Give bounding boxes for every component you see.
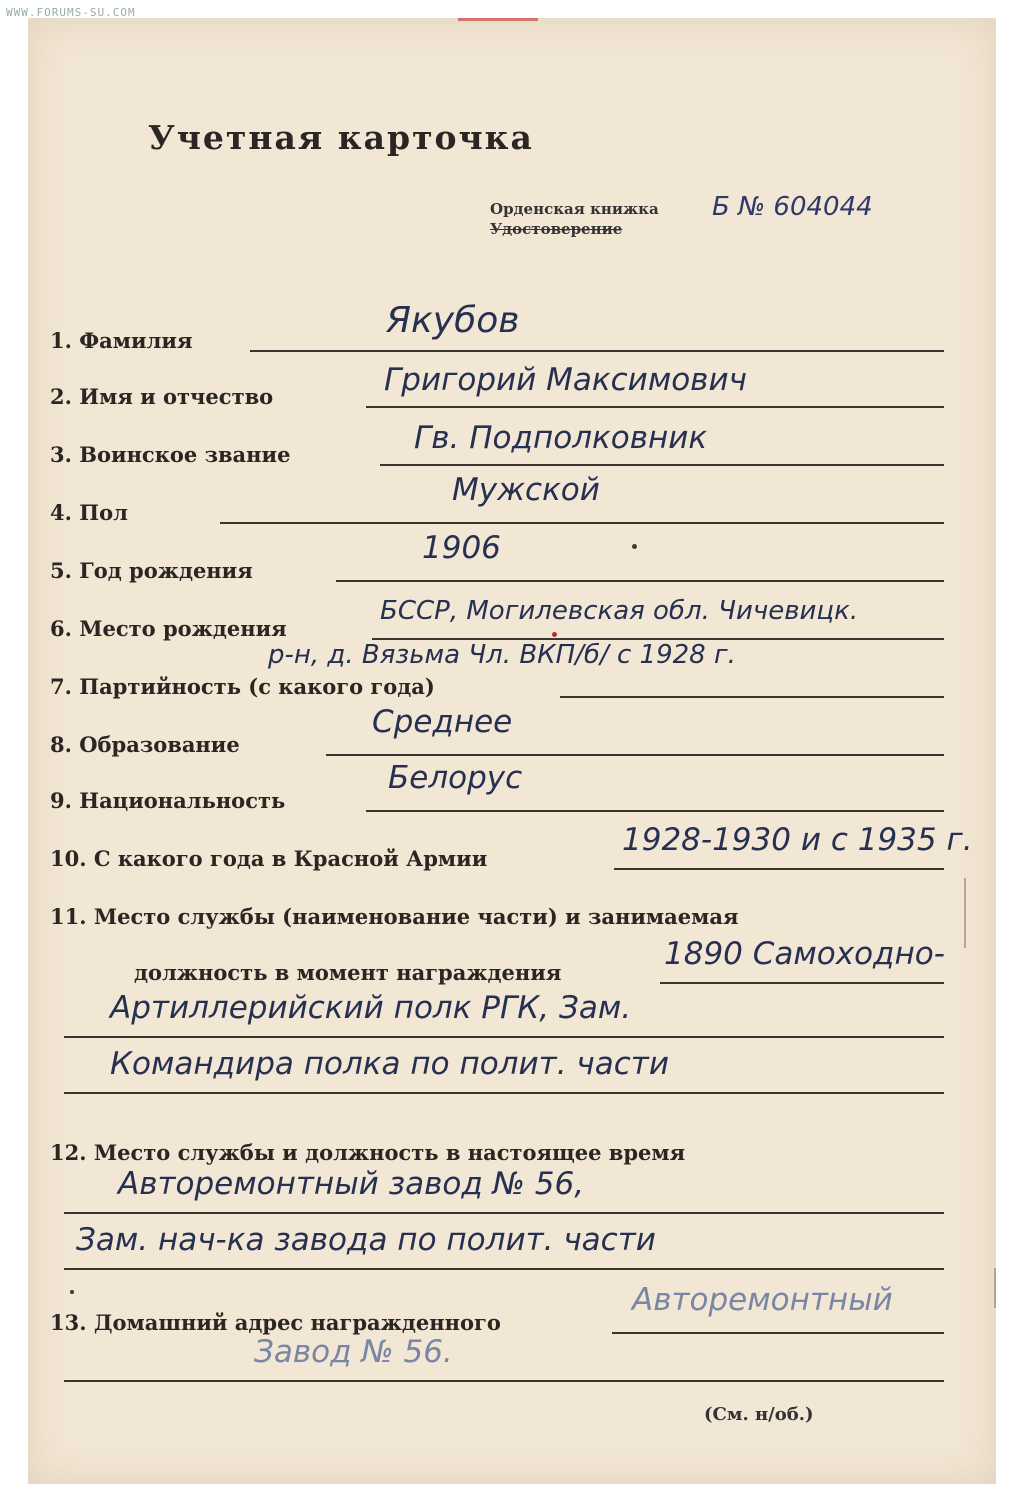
field-line	[64, 1380, 944, 1382]
field-value-address-line1: Авторемонтный	[632, 1282, 893, 1318]
see-reverse-note: (См. н/об.)	[704, 1404, 814, 1425]
watermark: WWW.FORUMS-SU.COM	[6, 6, 136, 19]
field-label-birth-year: 5. Год рождения	[50, 558, 253, 583]
field-value-education: Среднее	[372, 704, 513, 740]
field-value-rank: Гв. Подполковник	[414, 420, 708, 456]
field-line	[64, 1268, 944, 1270]
field-value-name: Григорий Максимович	[384, 362, 747, 398]
page-title: Учетная карточка	[148, 118, 534, 157]
field-line	[560, 696, 944, 698]
field-label-sex: 4. Пол	[50, 500, 128, 525]
field-value-sex: Мужской	[452, 472, 600, 508]
field-value-surname: Якубов	[386, 300, 520, 341]
field-line	[326, 754, 944, 756]
field-line	[366, 406, 944, 408]
field-value-unit-line1: 1890 Самоходно-	[664, 936, 945, 972]
field-value-unit-line3: Командира полка по полит. части	[110, 1046, 669, 1082]
field-line	[64, 1092, 944, 1094]
field-value-current-line1: Авторемонтный завод № 56,	[118, 1166, 585, 1202]
field-line	[336, 580, 944, 582]
field-value-army-since: 1928-1930 и с 1935 г.	[622, 822, 973, 858]
field-label-service-place: 11. Место службы (наименование части) и занимаемая	[50, 904, 739, 929]
order-book-header	[490, 200, 659, 238]
field-label-army-since: 10. С какого года в Красной Армии	[50, 846, 488, 871]
certificate-label: Удостоверение	[490, 220, 623, 238]
field-line	[660, 982, 944, 984]
field-value-unit-line2: Артиллерийский полк РГК, Зам.	[110, 990, 632, 1026]
field-line	[380, 464, 944, 466]
card-fold-mark	[964, 878, 966, 948]
field-label-education: 8. Образование	[50, 732, 240, 757]
ink-dot	[70, 1290, 74, 1294]
red-ink-dot	[552, 632, 557, 637]
field-line	[614, 868, 944, 870]
field-label-birthplace: 6. Место рождения	[50, 616, 287, 641]
field-label-party: 7. Партийность (с какого года)	[50, 674, 435, 699]
field-label-nationality: 9. Национальность	[50, 788, 286, 813]
order-book-number: Б № 604044	[712, 192, 873, 222]
field-label-rank: 3. Воинское звание	[50, 442, 291, 467]
field-line	[64, 1036, 944, 1038]
field-value-address-line2: Завод № 56.	[254, 1334, 453, 1370]
field-label-position-award: должность в момент награждения	[134, 960, 562, 985]
field-value-birth-year: 1906	[422, 530, 501, 566]
field-line	[220, 522, 944, 524]
card-fold-mark	[994, 1268, 996, 1308]
field-label-home-address: 13. Домашний адрес награжденного	[50, 1310, 501, 1335]
ink-dot	[632, 544, 637, 549]
field-line	[250, 350, 944, 352]
field-label-name: 2. Имя и отчество	[50, 384, 274, 409]
field-value-current-line2: Зам. нач-ка завода по полит. части	[76, 1222, 656, 1258]
field-value-nationality: Белорус	[388, 760, 523, 796]
field-label-surname: 1. Фамилия	[50, 328, 193, 353]
field-line	[612, 1332, 944, 1334]
field-line	[366, 810, 944, 812]
field-label-current-service: 12. Место службы и должность в настоящее время	[50, 1140, 686, 1165]
field-line	[64, 1212, 944, 1214]
field-value-party: р-н, д. Вязьма Чл. ВКП/б/ с 1928 г.	[268, 640, 736, 670]
order-book-label: Орденская книжка	[490, 200, 659, 218]
field-value-birthplace: БССР, Могилевская обл. Чичевицк.	[380, 596, 859, 626]
